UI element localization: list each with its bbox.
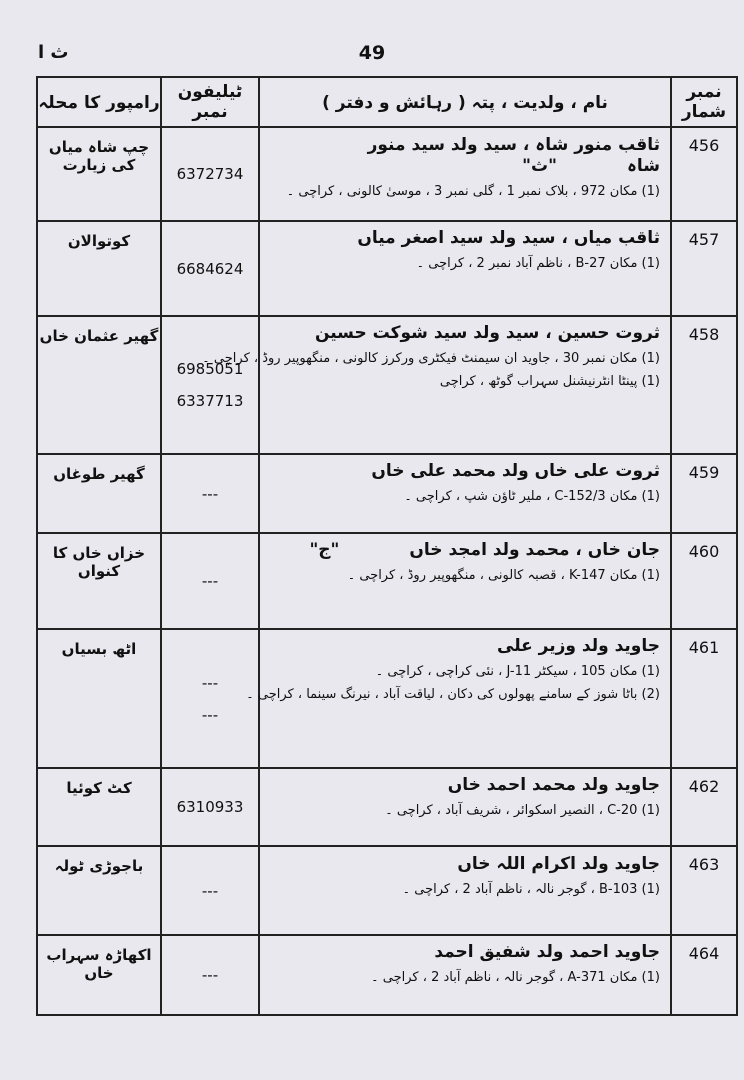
serial-number: 456	[671, 127, 737, 221]
telephone-number: 6372734	[176, 165, 244, 183]
address-line: (1) B-103 ، گوجر نالہ ، ناظم آباد 2 ، کراچی ۔	[402, 882, 660, 897]
address-line: (2) باٹا شوز کے سامنے پھولوں کی دکان ، لیاقت آباد ، نیرنگ سینما ، کراچی ۔	[246, 687, 660, 702]
serial-number: 462	[671, 768, 737, 846]
person-name-line	[268, 228, 660, 248]
locality-name: گھیر عثمان خاں	[37, 316, 161, 454]
serial-number: 460	[671, 533, 737, 629]
telephone-cell	[161, 629, 259, 768]
person-name-line	[268, 134, 660, 176]
telephone-number: ---	[201, 966, 219, 984]
telephone-number: ---	[201, 572, 219, 590]
table-row	[37, 629, 737, 768]
telephone-cell	[161, 533, 259, 629]
person-name: جان خاں ، محمد ولد امجد خاں	[409, 540, 660, 560]
table-row	[37, 454, 737, 533]
person-name: جاوید ولد اکرام اللہ خاں	[457, 854, 660, 874]
address-line: (1) مکان B-27 ، ناظم آباد نمبر 2 ، کراچی ۔	[416, 256, 660, 271]
page-number: 49	[358, 42, 386, 64]
name-address-cell	[259, 127, 671, 221]
name-address-cell	[259, 935, 671, 1015]
serial-number: 463	[671, 846, 737, 935]
person-name-line	[268, 540, 660, 560]
telephone-number: 6337713	[176, 392, 244, 410]
header-serial-number: نمبر شمار	[671, 77, 737, 127]
table-row	[37, 768, 737, 846]
telephone-number: ---	[201, 484, 219, 503]
table-row	[37, 221, 737, 316]
header-locality: رامپور کا محلہ	[37, 77, 161, 127]
person-name-line	[268, 461, 660, 481]
name-address-cell	[259, 533, 671, 629]
name-address-cell	[259, 768, 671, 846]
telephone-number: 6985051	[176, 360, 244, 378]
table-row	[37, 846, 737, 935]
table-row	[37, 316, 737, 454]
address-line: (1) مکان K-147 ، قصبہ کالونی ، منگھوپیر روڈ ، کراچی ۔	[347, 568, 660, 583]
header-row	[37, 77, 737, 127]
address-line: (1) پینٹا انٹرنیشنل سہراب گوٹھ ، کراچی	[439, 374, 660, 389]
person-name-line	[268, 942, 660, 962]
name-address-cell	[259, 846, 671, 935]
name-address-cell	[259, 454, 671, 533]
person-name: ثاقب منور شاہ ، سید ولد سید منور شاہ	[367, 135, 660, 176]
locality-name: گھیر طوغاں	[37, 454, 161, 533]
telephone-cell	[161, 935, 259, 1015]
person-name-line	[268, 636, 660, 656]
alphabet-reference: "ج"	[309, 540, 340, 560]
telephone-number: ---	[201, 881, 219, 900]
telephone-number: 6684624	[176, 259, 244, 278]
person-name: جاوید احمد ولد شفیق احمد	[434, 942, 660, 962]
serial-number: 461	[671, 629, 737, 768]
locality-name: چپ شاہ میاں کی زیارت	[37, 127, 161, 221]
person-name: ثروت حسین ، سید ولد سید شوکت حسین	[314, 323, 660, 343]
address-line: (1) مکان 105 ، سیکٹر J-11 ، نئی کراچی ، کراچی ۔	[375, 664, 660, 679]
locality-name: اٹھ بسیاں	[37, 629, 161, 768]
section-marker: ث ا	[38, 42, 69, 63]
alphabet-reference: "ث"	[522, 156, 557, 176]
telephone-cell	[161, 221, 259, 316]
locality-name: کٹ کوئیا	[37, 768, 161, 846]
address-line: (1) مکان نمبر 30 ، جاوید ان سیمنٹ فیکٹری ورکرز کالونی ، منگھوپیر روڈ ، کراچی ۔	[202, 351, 660, 366]
table-row	[37, 935, 737, 1015]
serial-number: 459	[671, 454, 737, 533]
telephone-cell	[161, 127, 259, 221]
serial-number: 457	[671, 221, 737, 316]
person-name-line	[268, 323, 660, 343]
telephone-number: ---	[201, 705, 219, 724]
serial-number: 464	[671, 935, 737, 1015]
address-line: (1) مکان A-371 ، گوجر نالہ ، ناظم آباد 2 ، کراچی ۔	[371, 970, 660, 985]
name-address-cell	[246, 629, 671, 768]
person-name: ثاقب میاں ، سید ولد سید اصغر میاں	[357, 228, 660, 248]
telephone-cell	[161, 846, 259, 935]
header-name-address: نام ، ولدیت ، پتہ ( رہائش و دفتر )	[259, 77, 671, 127]
header-telephone: ٹیلیفون نمبر	[161, 77, 259, 127]
address-line: (1) مکان 972 ، بلاک نمبر 1 ، گلی نمبر 3 ، موسیٰ کالونی ، کراچی ۔	[286, 184, 660, 199]
locality-name: باجوڑی ٹولہ	[37, 846, 161, 935]
telephone-number: ---	[201, 673, 219, 692]
person-name-line	[268, 853, 660, 874]
locality-name: کوتوالان	[37, 221, 161, 316]
person-name: جاوید ولد محمد احمد خاں	[447, 775, 660, 795]
register-table	[36, 76, 738, 1016]
telephone-cell	[161, 316, 259, 454]
person-name: جاوید ولد وزیر علی	[497, 636, 660, 656]
address-line: (1) C-20 ، النصیر اسکوائر ، شریف آباد ، کراچی ۔	[385, 803, 660, 818]
locality-name: اکھاڑہ سہراب خاں	[37, 935, 161, 1015]
telephone-cell	[161, 768, 259, 846]
address-line: (1) مکان C-152/3 ، ملیر ٹاؤن شپ ، کراچی ۔	[404, 489, 660, 504]
telephone-number: 6310933	[176, 798, 244, 816]
telephone-cell	[161, 454, 259, 533]
serial-number: 458	[671, 316, 737, 454]
person-name-line	[268, 775, 660, 795]
person-name: ثروت علی خاں ولد محمد علی خاں	[371, 461, 660, 481]
name-address-cell	[259, 221, 671, 316]
locality-name: خزاں خاں کا کنواں	[37, 533, 161, 629]
table-row	[37, 127, 737, 221]
table-row	[37, 533, 737, 629]
